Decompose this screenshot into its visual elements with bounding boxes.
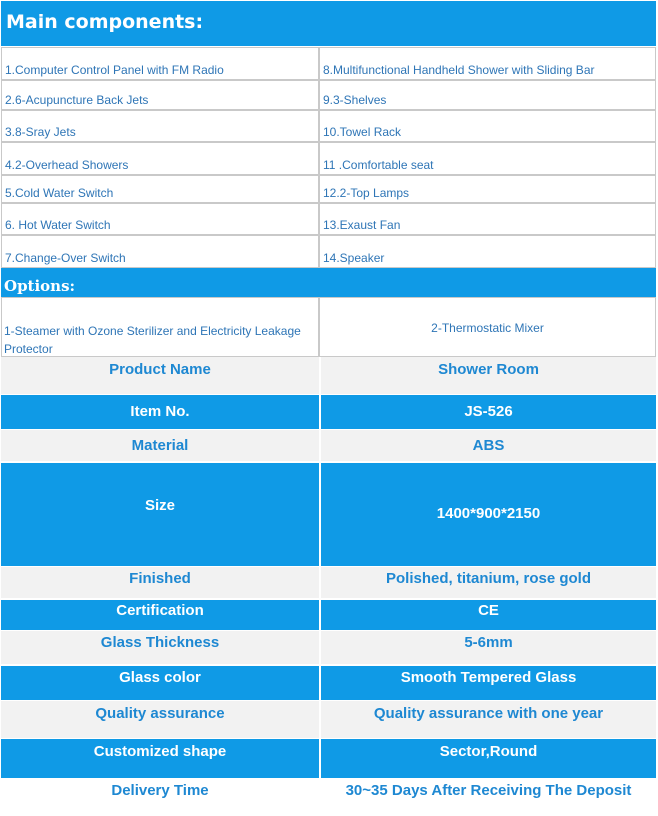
main-components-title: Main components: [1,1,656,46]
spec-label: Size [1,463,319,566]
spec-value: Smooth Tempered Glass [321,666,656,700]
option-item: 2-Thermostatic Mixer [319,297,656,357]
spec-label: Finished [1,567,319,598]
spec-label: Glass Thickness [1,631,319,664]
spec-value: 1400*900*2150 [321,463,656,566]
spec-label: Customized shape [1,739,319,778]
spec-value: Shower Room [321,357,656,394]
spec-label: Delivery Time [1,779,319,816]
component-item: 1.Computer Control Panel with FM Radio [1,47,319,80]
component-item: 7.Change-Over Switch [1,235,319,268]
spec-label: Glass color [1,666,319,700]
spec-value: 5-6mm [321,631,656,664]
spec-value: CE [321,600,656,630]
component-item: 9.3-Shelves [319,80,656,110]
component-item: 8.Multifunctional Handheld Shower with Sliding Bar [319,47,656,80]
spec-label: Product Name [1,357,319,394]
component-item: 6. Hot Water Switch [1,203,319,235]
spec-label: Material [1,430,319,461]
spec-label: Certification [1,600,319,630]
component-item: 4.2-Overhead Showers [1,142,319,175]
component-item: 2.6-Acupuncture Back Jets [1,80,319,110]
spec-label: Quality assurance [1,701,319,738]
component-item: 10.Towel Rack [319,110,656,142]
spec-value: 30~35 Days After Receiving The Deposit [321,779,656,816]
spec-label: Item No. [1,395,319,429]
spec-value: Polished, titanium, rose gold [321,567,656,598]
component-item: 11 .Comfortable seat [319,142,656,175]
component-item: 14.Speaker [319,235,656,268]
option-item: 1-Steamer with Ozone Sterilizer and Electricity Leakage Protector [1,297,319,357]
component-item: 13.Exaust Fan [319,203,656,235]
spec-value: Quality assurance with one year [321,701,656,738]
component-item: 12.2-Top Lamps [319,175,656,203]
component-item: 3.8-Sray Jets [1,110,319,142]
spec-value: Sector,Round [321,739,656,778]
options-title: Options: [1,268,656,297]
component-item: 5.Cold Water Switch [1,175,319,203]
spec-value: JS-526 [321,395,656,429]
spec-value: ABS [321,430,656,461]
